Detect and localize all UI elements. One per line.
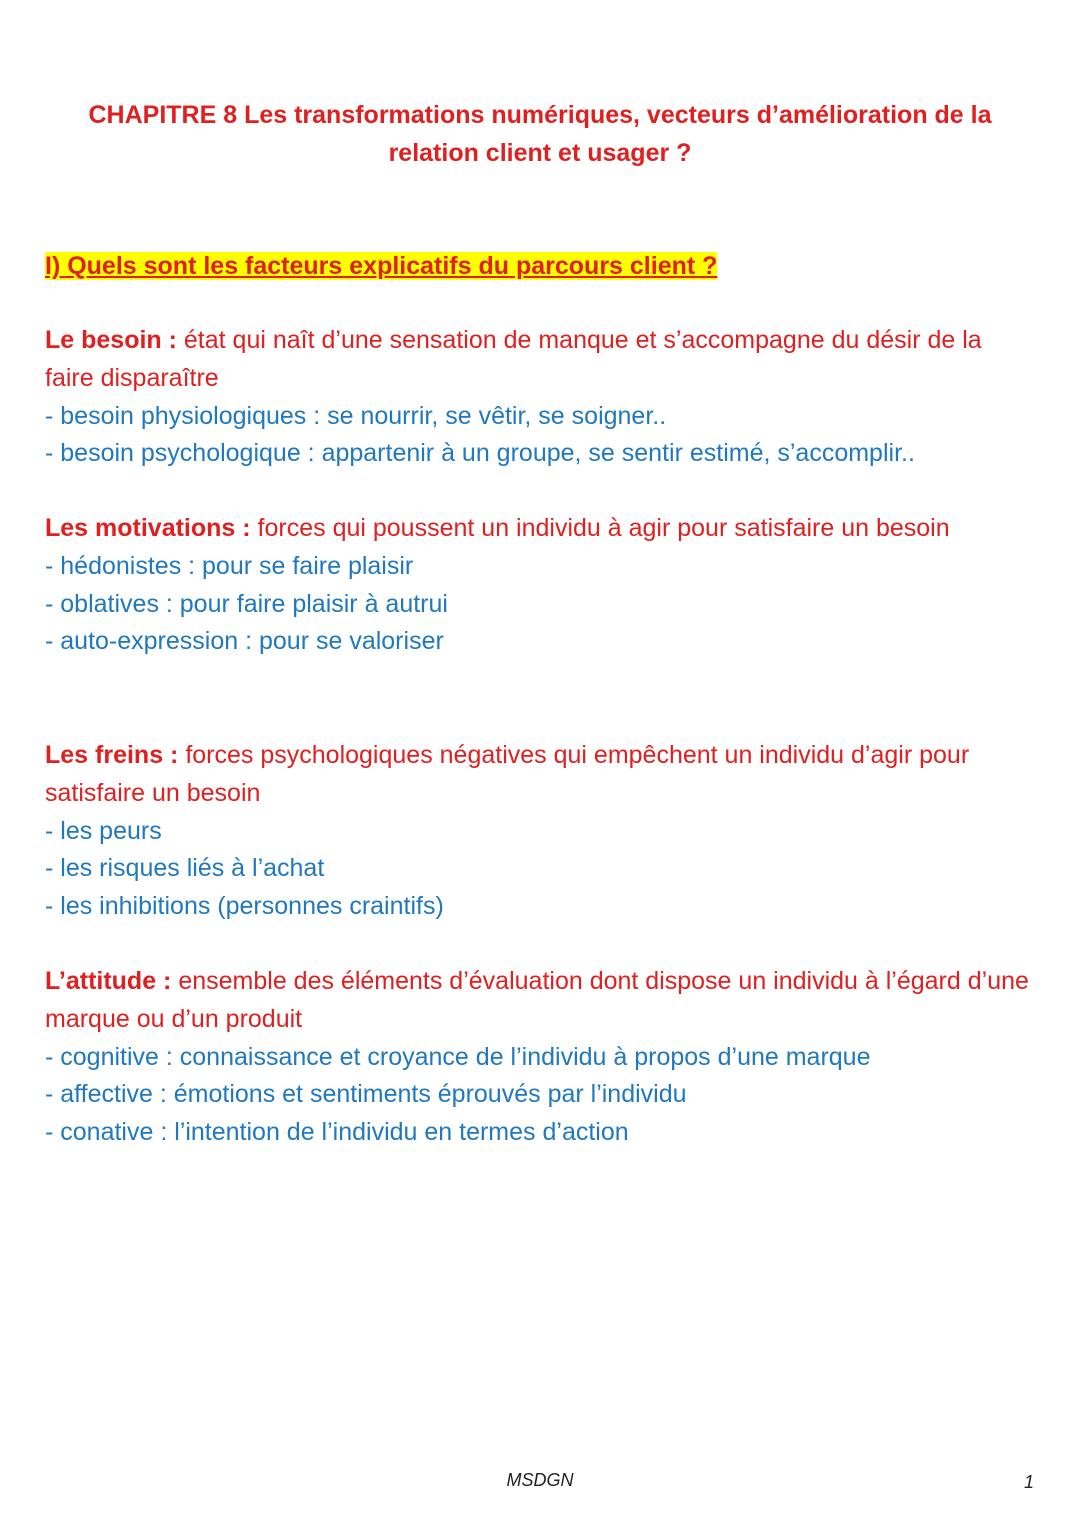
list-item: - auto-expression : pour se valoriser [45, 627, 444, 656]
page-number: 1 [1023, 1472, 1034, 1492]
definition-block-freins [45, 737, 1035, 926]
term-label: Les motivations : [45, 514, 258, 542]
list-item: - besoin psychologique : appartenir à un groupe, se sentir estimé, s’accomplir.. [45, 439, 915, 468]
definition-line [45, 322, 1035, 398]
definition-block-motivations [45, 510, 1035, 661]
term-label: Les freins : [45, 741, 186, 769]
definition-text: état qui naît d’une sensation de manque et s’accompagne du désir de la faire disparaître [45, 326, 982, 392]
term-label: Le besoin : [45, 326, 184, 354]
list-item: - les peurs [45, 816, 162, 845]
list-item: - cognitive : connaissance et croyance de l’individu à propos d’une marque [45, 1042, 871, 1071]
definition-text: forces psychologiques négatives qui empêchent un individu d’agir pour satisfaire un besoin [45, 741, 970, 807]
footer-author: MSDGN [506, 1470, 574, 1490]
definition-text: forces qui poussent un individu à agir pour satisfaire un besoin [257, 514, 950, 542]
list-item: - conative : l’intention de l’individu en termes d’action [45, 1118, 629, 1147]
definition-block-attitude [45, 963, 1035, 1152]
list-item: - les inhibitions (personnes craintifs) [45, 892, 444, 921]
definition-block-besoin [45, 322, 1035, 473]
section-heading [45, 250, 717, 282]
list-item: - les risques liés à l’achat [45, 854, 325, 883]
definition-line [45, 737, 1035, 813]
list-item: - hédonistes : pour se faire plaisir [45, 551, 414, 580]
list-item: - oblatives : pour faire plaisir à autrui [45, 589, 448, 618]
definition-text: ensemble des éléments d’évaluation dont dispose un individu à l’égard d’une marque ou d’un produit [45, 967, 1029, 1033]
chapter-title: CHAPITRE 8 Les transformations numériques, vecteurs d’amélioration de la relation client et usager ? [88, 101, 992, 167]
definition-line [45, 510, 1035, 548]
list-item: - besoin physiologiques : se nourrir, se vêtir, se soigner.. [45, 401, 667, 430]
list-item: - affective : émotions et sentiments éprouvés par l’individu [45, 1080, 687, 1109]
definition-line [45, 963, 1035, 1039]
section-heading-text: I) Quels sont les facteurs explicatifs du parcours client ? [45, 252, 718, 280]
term-label: L’attitude : [45, 967, 179, 995]
